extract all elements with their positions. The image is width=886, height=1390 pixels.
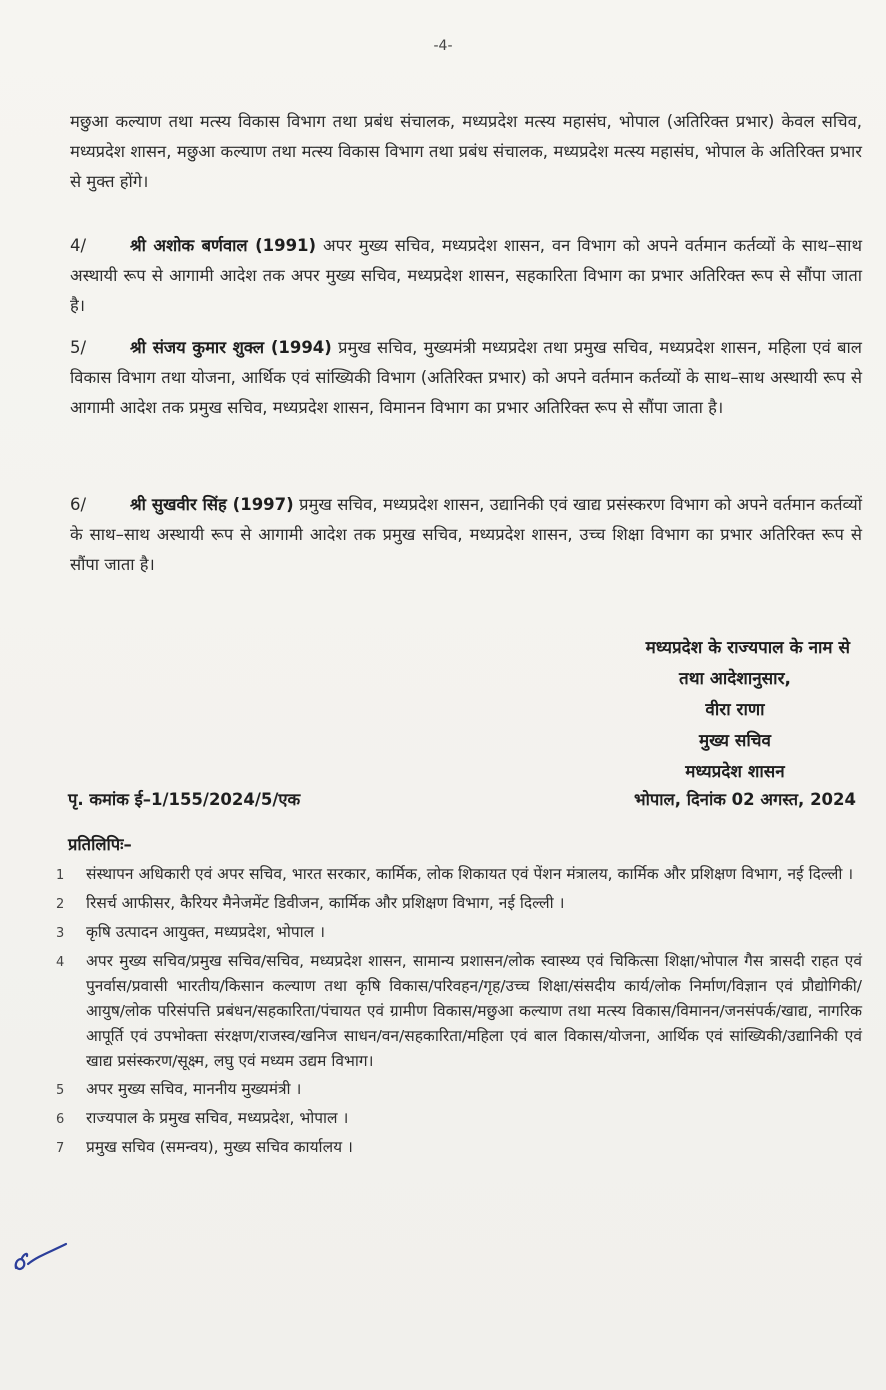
signature-line-order: तथा आदेशानुसार, [679,669,791,689]
signatory-designation: मुख्य सचिव [698,731,772,751]
officer-name: श्री संजय कुमार शुक्ल (1994) [130,338,332,357]
copy-to-item [56,1135,862,1161]
copy-to-list [56,862,862,1164]
copy-to-item-number: 1 [56,868,65,883]
signatory-office: मध्यप्रदेश शासन [685,762,785,782]
signature-line-authority: मध्यप्रदेश के राज्यपाल के नाम से [645,638,850,658]
copy-to-item-text: संस्थापन अधिकारी एवं अपर सचिव, भारत सरकार, कार्मिक, लोक शिकायत एवं पेंशन मंत्रालय, कार्मिक और प्रशिक्षण विभाग, नई दिल्ली । [86,865,854,883]
copy-to-item-number: 7 [56,1141,65,1156]
copy-to-item-text: कृषि उत्पादन आयुक्त, मध्यप्रदेश, भोपाल । [86,923,325,941]
paragraph-continuation [70,107,862,197]
copy-to-item-number: 6 [56,1112,65,1127]
paragraph-text: प्रमुख सचिव, मध्यप्रदेश शासन, उद्यानिकी एवं खाद्य प्रसंस्करण विभाग को अपने वर्तमान कर्तव्यों के साथ–साथ अस्थायी रूप से आगामी आदेश तक प्रमुख सचिव, मध्यप्रदेश शासन, उच्च शिक्षा विभाग का प्रभार अतिरिक्त रूप से सौंपा जाता है। [70,495,862,574]
copy-to-item-number: 5 [56,1083,65,1098]
page-number: -4- [433,38,453,54]
paragraph-text: प्रमुख सचिव, मुख्यमंत्री मध्यप्रदेश तथा प्रमुख सचिव, मध्यप्रदेश शासन, महिला एवं बाल विकास विभाग तथा योजना, आर्थिक एवं सांख्यिकी विभाग (अतिरिक्त प्रभार) को अपने वर्तमान कर्तव्यों के साथ–साथ अस्थायी रूप से आगामी आदेश तक प्रमुख सचिव, मध्यप्रदेश शासन, विमानन विभाग का प्रभार अतिरिक्त रूप से सौंपा जाता है। [70,338,862,417]
copy-to-item [56,891,862,917]
reference-number: पृ. कमांक ई–1/155/2024/5/एक [68,790,301,809]
paragraph-number: 5/ [70,338,87,357]
copy-to-item-text: प्रमुख सचिव (समन्वय), मुख्य सचिव कार्यालय । [86,1138,353,1156]
handwritten-initial-icon [10,1238,70,1278]
officer-name: श्री सुखवीर सिंह (1997) [130,495,294,514]
copy-to-item-text: अपर मुख्य सचिव/प्रमुख सचिव/सचिव, मध्यप्रदेश शासन, सामान्य प्रशासन/लोक स्वास्थ्य एवं चिकित्सा शिक्षा/भोपाल गैस त्रासदी राहत एवं पुनर्वास/प्रवासी भारतीय/किसान कल्याण तथा कृषि विकास/परिवहन/गृह/उच्च शिक्षा/संसदीय कार्य/लोक निर्माण/विज्ञान एवं प्रौद्योगिकी/आयुष/लोक परिसंपत्ति प्रबंधन/सहकारिता/पंचायत एवं ग्रामीण विकास/मछुआ कल्याण तथा मत्स्य विकास/विमानन/जनसंपर्क/खाद्य, नागरिक आपूर्ति एवं उपभोक्ता संरक्षण/राजस्व/खनिज साधन/वन/सहकारिता/महिला एवं बाल विकास/योजना, आर्थिक एवं सांख्यिकी/उद्यानिकी एवं खाद्य प्रसंस्करण/सूक्ष्म, लघु एवं मध्यम उद्यम विभाग। [86,952,862,1070]
copy-to-item-text: रिसर्च आफीसर, कैरियर मैनेजमेंट डिवीजन, कार्मिक और प्रशिक्षण विभाग, नई दिल्ली । [86,894,565,912]
copy-to-item [56,1106,862,1132]
copy-to-item-number: 2 [56,897,65,912]
signatory-name: वीरा राणा [705,700,765,720]
paragraph-number: 4/ [70,236,87,255]
paragraph-text: अपर मुख्य सचिव, मध्यप्रदेश शासन, वन विभाग को अपने वर्तमान कर्तव्यों के साथ–साथ अस्थायी रूप से आगामी आदेश तक अपर मुख्य सचिव, मध्यप्रदेश शासन, सहकारिता विभाग का प्रभार अतिरिक्त रूप से सौंपा जाता है। [70,236,862,315]
copy-to-item [56,1077,862,1103]
copy-to-item-text: राज्यपाल के प्रमुख सचिव, मध्यप्रदेश, भोपाल । [86,1109,349,1127]
paragraph-text: मछुआ कल्याण तथा मत्स्य विकास विभाग तथा प्रबंध संचालक, मध्यप्रदेश मत्स्य महासंघ, भोपाल (अतिरिक्त प्रभार) केवल सचिव, मध्यप्रदेश शासन, मछुआ कल्याण तथा मत्स्य विकास विभाग तथा प्रबंध संचालक, मध्यप्रदेश मत्स्य महासंघ, भोपाल के अतिरिक्त प्रभार से मुक्त होंगे। [70,112,862,191]
paragraph-4 [70,231,862,321]
copy-to-item-text: अपर मुख्य सचिव, माननीय मुख्यमंत्री । [86,1080,302,1098]
officer-name: श्री अशोक बर्णवाल (1991) [130,236,317,255]
copy-to-item-number: 4 [56,955,65,970]
copy-to-item [56,862,862,888]
copy-to-item-number: 3 [56,926,65,941]
copy-to-item [56,949,862,1074]
paragraph-5 [70,333,862,423]
place-date: भोपाल, दिनांक 02 अगस्त, 2024 [634,790,856,809]
copy-to-item [56,920,862,946]
paragraph-6 [70,490,862,580]
signature-block [540,633,870,788]
copy-to-heading: प्रतिलिपिः– [68,835,132,854]
paragraph-number: 6/ [70,495,87,514]
